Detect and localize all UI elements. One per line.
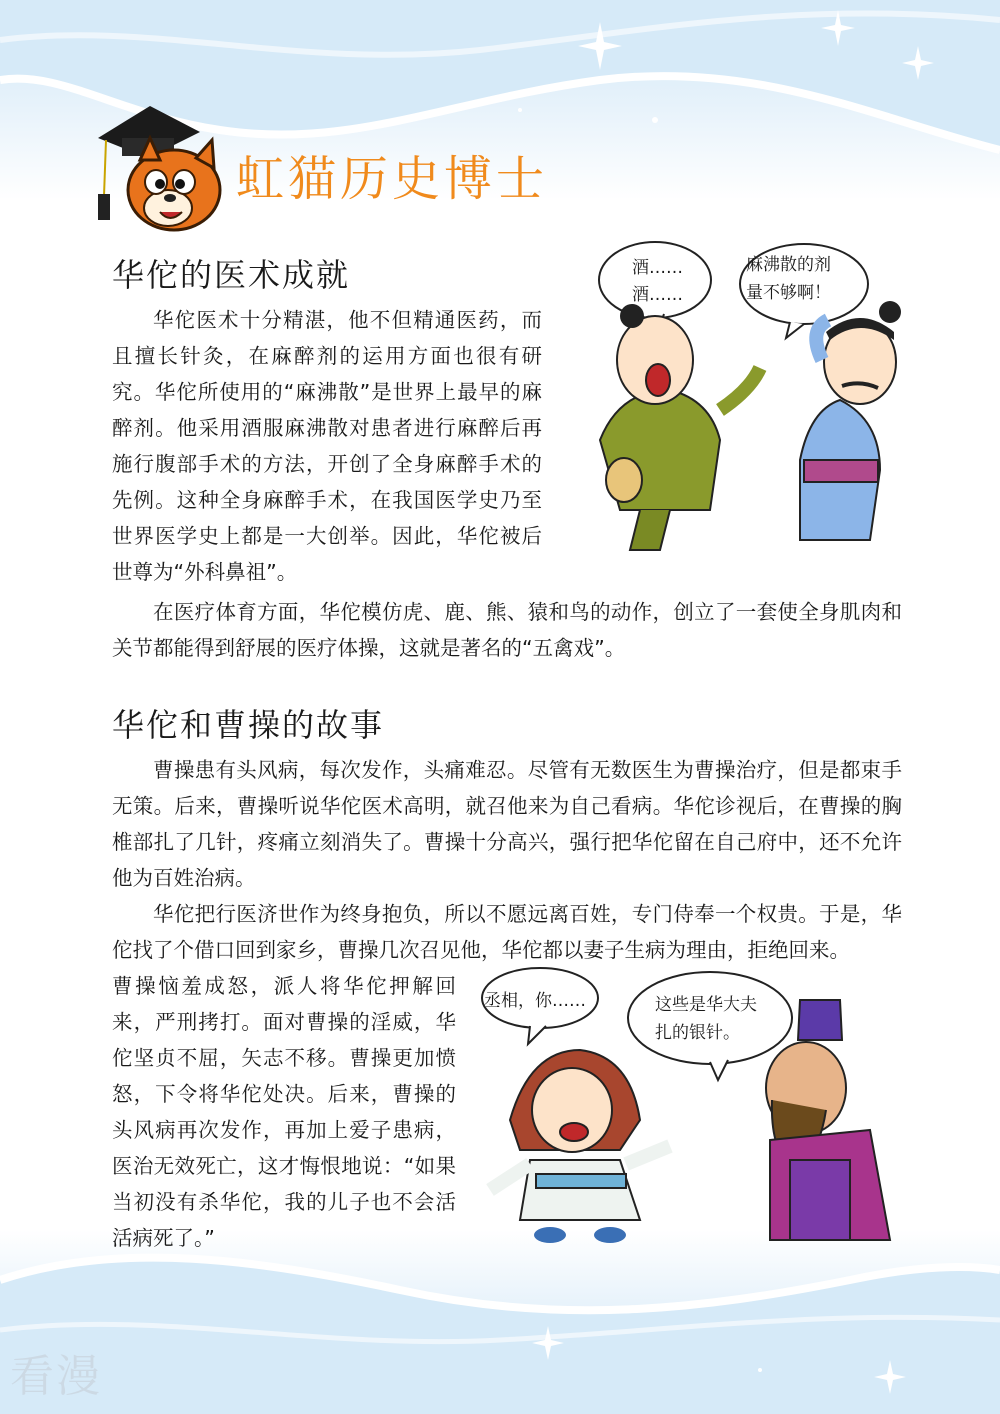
comic1-bubble-right-line1: 麻沸散的剂 bbox=[746, 255, 831, 275]
section-heading-medical-achievements: 华佗的医术成就 bbox=[112, 256, 351, 294]
rainbow-cat-mascot-icon bbox=[88, 98, 228, 238]
paragraph-medical-achievements-1: 华佗医术十分精湛，他不但精通医药，而且擅长针灸，在麻醉剂的运用方面也很有研究。华佗所使用的“麻沸散”是世界上最早的麻醉剂。他采用酒服麻沸散对患者进行麻醉后再施行腹部手术的方法，开创了全身麻醉手术的先例。这种全身麻醉手术，在我国医学史乃至世界医学史上都是一大创举。因此，华佗被后世尊为“外科鼻祖”。 bbox=[112, 308, 542, 584]
section-heading-huatuo-caocao-story: 华佗和曹操的故事 bbox=[112, 706, 385, 744]
comic2-bubble-right-line2: 扎的银针。 bbox=[655, 1023, 740, 1043]
comic-huatuo-dizzy-illustration bbox=[560, 240, 920, 560]
paragraph-story-1: 曹操患有头风病，每次发作，头痛难忍。尽管有无数医生为曹操治疗，但是都束手无策。后来，曹操听说华佗医术高明，就召他来为自己看病。华佗诊视后，在曹操的胸椎部扎了几针，疼痛立刻消失了。曹操十分高兴，强行把华佗留在自己府中，还不允许他为百姓治病。 bbox=[112, 758, 902, 890]
page-title: 虹猫历史博士 bbox=[236, 151, 549, 207]
watermark: 看漫 bbox=[10, 1351, 102, 1402]
paragraph-medical-achievements-2: 在医疗体育方面，华佗模仿虎、鹿、熊、猿和鸟的动作，创立了一套使全身肌肉和关节都能得到舒展的医疗体操，这就是著名的“五禽戏”。 bbox=[112, 600, 902, 660]
paragraph-story-3: 曹操恼羞成怒，派人将华佗押解回来，严刑拷打。面对曹操的淫威，华佗坚贞不屈，矢志不移。曹操更加愤怒，下令将华佗处决。后来，曹操的头风病再次发作，再加上爱子患病，医治无效死亡，这才悔恨地说：“如果当初没有杀华佗，我的儿子也不会活活病死了。” bbox=[112, 974, 456, 1250]
comic1-bubble-left-line1: 酒…… bbox=[632, 258, 683, 278]
comic1-bubble-left-line2: 酒…… bbox=[632, 285, 683, 305]
comic1-bubble-right-line2: 量不够啊！ bbox=[746, 283, 831, 303]
paragraph-story-2: 华佗把行医济世作为终身抱负，所以不愿远离百姓，专门侍奉一个权贵。于是，华佗找了个借口回到家乡，曹操几次召见他，华佗都以妻子生病为理由，拒绝回来。 bbox=[112, 902, 902, 962]
comic2-bubble-right-line1: 这些是华大夫 bbox=[655, 995, 757, 1015]
comic2-bubble-left: 丞相，你…… bbox=[484, 991, 586, 1011]
